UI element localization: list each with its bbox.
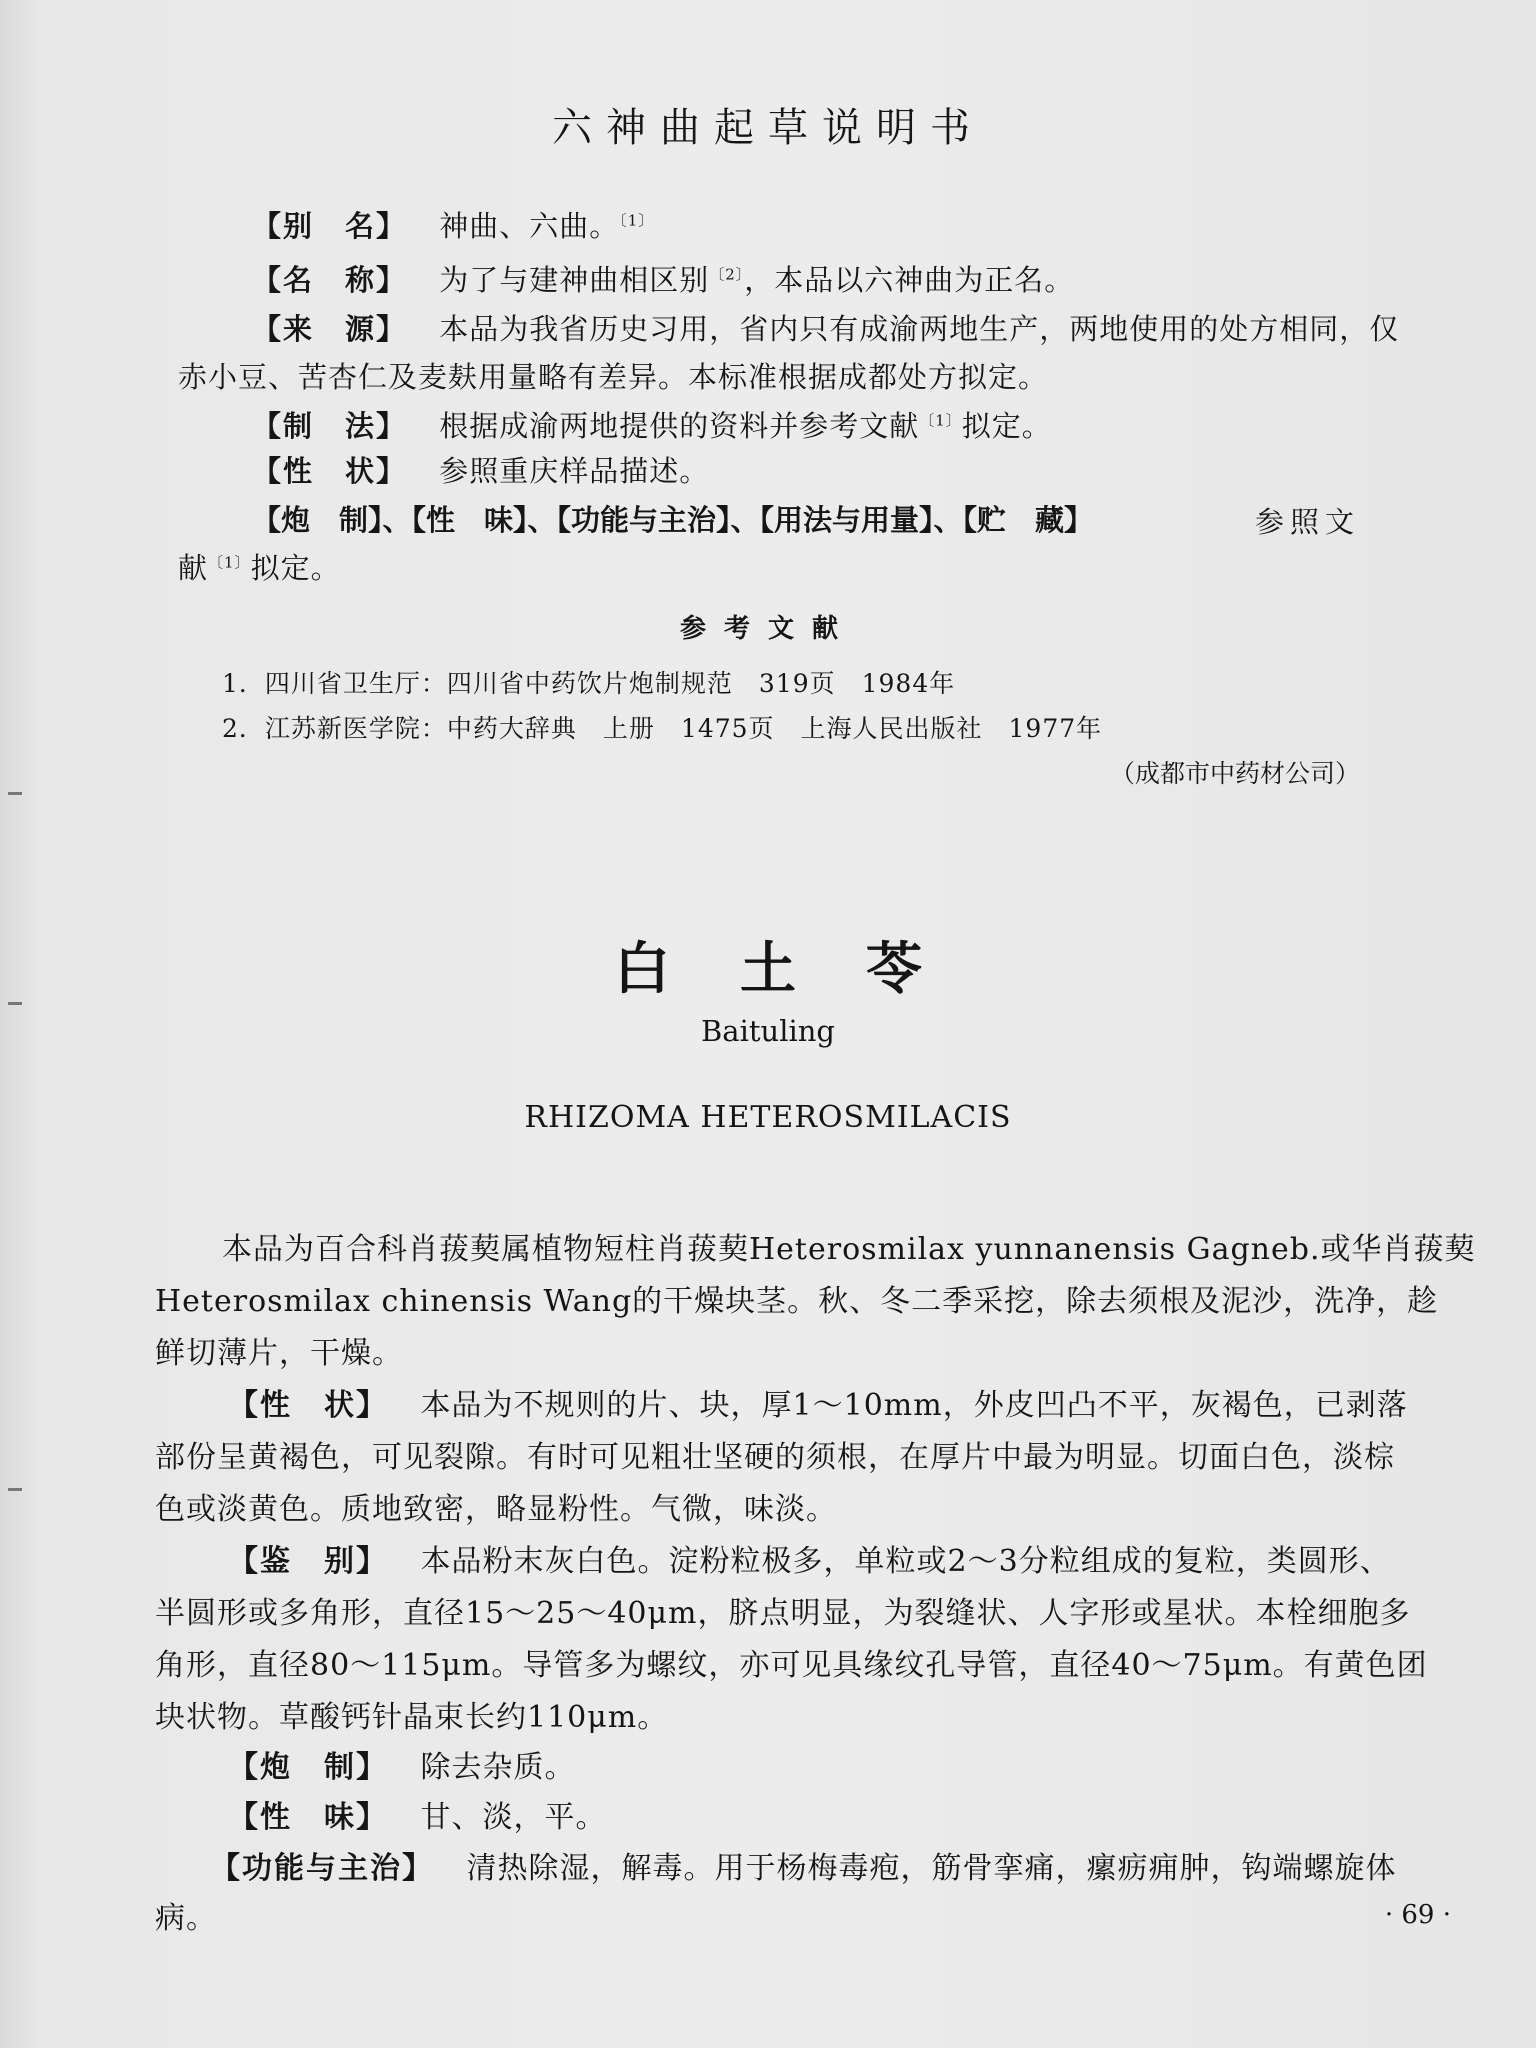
section-title: 六神曲起草说明书 — [552, 105, 984, 151]
processing-line — [252, 498, 1093, 539]
field-text: 拟定。 — [250, 551, 341, 585]
citation: 〔1〕 — [619, 211, 655, 230]
source-line — [252, 307, 1399, 348]
reference-item: 1．四川省卫生厅：四川省中药饮片炮制规范 319页 1984年 — [222, 669, 956, 698]
field-heading: 【鉴 别】 — [228, 1544, 388, 1579]
field-text: 甘、淡，平。 — [420, 1800, 607, 1835]
author-organization: （成都市中药材公司） — [1109, 759, 1360, 788]
field-text: 色或淡黄色。质地致密，略显粉性。气微，味淡。 — [155, 1492, 837, 1527]
field-text: 参照文 — [1254, 505, 1360, 539]
alias-line — [252, 204, 654, 245]
field-text: 根据成渝两地提供的资料并参考文献 — [439, 409, 920, 443]
field-heading: 【制 法】 — [252, 409, 408, 443]
field-text: 赤小豆、苦杏仁及麦麸用量略有差异。本标准根据成都处方拟定。 — [178, 360, 1049, 394]
taste-section — [228, 1792, 607, 1836]
processing-line-cont — [178, 546, 341, 587]
field-text: 半圆形或多角形，直径15～25～40μm，脐点明显，为裂缝状、人字形或星状。本栓细胞多 — [155, 1596, 1411, 1631]
citation: 〔2〕 — [709, 265, 745, 284]
field-heading: 【别 名】 — [252, 209, 408, 243]
page-number: · 69 · — [1384, 1900, 1451, 1930]
binding-mark — [8, 792, 22, 795]
field-text: 部份呈黄褐色，可见裂隙。有时可见粗壮坚硬的须根，在厚片中最为明显。切面白色，淡棕 — [155, 1440, 1395, 1475]
latin-name: RHIZOMA HETEROSMILACIS — [524, 1100, 1012, 1135]
field-heading: 【性 状】 — [252, 454, 408, 488]
monograph-title: 白土苓 — [614, 937, 992, 1002]
references-heading: 参考文献 — [679, 614, 856, 644]
identification-section — [228, 1536, 1391, 1580]
intro-text: Heterosmilax chinensis Wang的干燥块茎。秋、冬二季采挖，除去须根及泥沙，洗净，趁 — [155, 1284, 1439, 1319]
field-text: 本品为不规则的片、块，厚1～10mm，外皮凹凸不平，灰褐色，已剥落 — [420, 1388, 1408, 1423]
binding-mark — [8, 1488, 22, 1491]
field-text: 为了与建神曲相区别 — [439, 263, 710, 297]
pinyin-name: Baituling — [701, 1014, 835, 1048]
field-text: 献 — [178, 551, 209, 585]
field-text: 本品粉末灰白色。淀粉粒极多，单粒或2～3分粒组成的复粒，类圆形、 — [420, 1544, 1391, 1579]
field-text: 清热除湿，解毒。用于杨梅毒疱，筋骨挛痛，瘰疬痈肿，钩端螺旋体 — [466, 1851, 1397, 1886]
field-text: 角形，直径80～115μm。导管多为螺纹，亦可见具缘纹孔导管，直径40～75μm。有黄色团 — [155, 1648, 1428, 1683]
field-text: 除去杂质。 — [420, 1750, 576, 1785]
processing-section — [228, 1742, 576, 1786]
field-heading: 【炮 制】、【性 味】、【功能与主治】、【用法与用量】、【贮 藏】 — [252, 503, 1094, 537]
field-text: 本品为我省历史习用，省内只有成渝两地生产，两地使用的处方相同，仅 — [439, 312, 1400, 346]
field-text: 病。 — [155, 1901, 217, 1936]
field-heading: 【性 味】 — [228, 1800, 388, 1835]
character-line — [252, 449, 709, 490]
field-heading: 【来 源】 — [252, 312, 408, 346]
citation: 〔1〕 — [208, 553, 251, 572]
make-line — [252, 404, 1052, 445]
name-line — [252, 258, 1074, 299]
field-text: 神曲、六曲。 — [439, 209, 620, 243]
intro-text: 鲜切薄片，干燥。 — [155, 1336, 403, 1371]
field-heading: 【性 状】 — [228, 1388, 388, 1423]
reference-item: 2．江苏新医学院：中药大辞典 上册 1475页 上海人民出版社 1977年 — [222, 714, 1103, 743]
character-section — [228, 1380, 1408, 1424]
citation: 〔1〕 — [919, 411, 962, 430]
field-text: 块状物。草酸钙针晶束长约110μm。 — [155, 1700, 669, 1735]
field-heading: 【炮 制】 — [228, 1750, 388, 1785]
field-text: 拟定。 — [961, 409, 1052, 443]
intro-text: 本品为百合科肖菝葜属植物短柱肖菝葜Heterosmilax yunnanensis Gagneb.或华肖菝葜 — [222, 1232, 1476, 1267]
field-heading: 【功能与主治】 — [210, 1851, 434, 1886]
field-heading: 【名 称】 — [252, 263, 408, 297]
function-section — [210, 1843, 1397, 1887]
field-text: ，本品以六神曲为正名。 — [744, 263, 1075, 297]
field-text: 参照重庆样品描述。 — [439, 454, 710, 488]
